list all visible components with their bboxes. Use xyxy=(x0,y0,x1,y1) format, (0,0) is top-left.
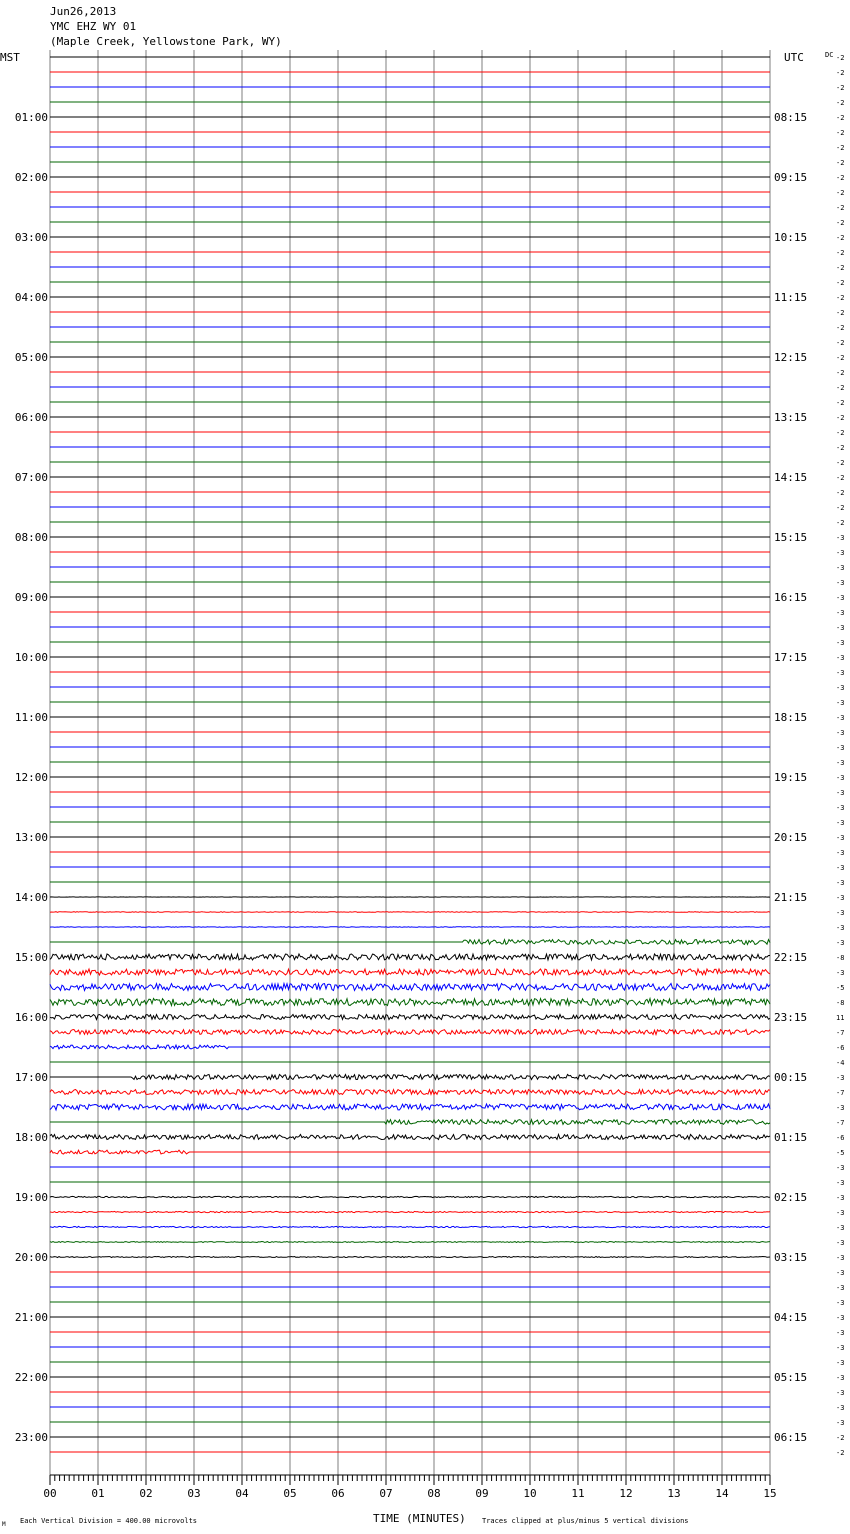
dc-offset-label: -6 xyxy=(836,1134,845,1142)
trace-row xyxy=(50,1090,770,1095)
dc-offset-label: -2 xyxy=(836,444,845,452)
right-hour-label: 13:15 xyxy=(774,411,808,424)
dc-offset-label: -8 xyxy=(836,954,845,962)
dc-offset-label: -2 xyxy=(836,459,845,467)
left-hour-label: 07:00 xyxy=(14,471,48,484)
right-hour-label: 15:15 xyxy=(774,531,808,544)
dc-offset-label: -3 xyxy=(836,714,845,722)
dc-offset-label: -2 xyxy=(836,324,845,332)
x-tick-label: 12 xyxy=(619,1487,633,1500)
right-hour-label: 03:15 xyxy=(774,1251,808,1264)
dc-offset-label: -3 xyxy=(836,939,845,947)
right-hour-label: 04:15 xyxy=(774,1311,808,1324)
dc-offset-label: -3 xyxy=(836,564,845,572)
dc-offset-label: -3 xyxy=(836,579,845,587)
dc-offset-label: -3 xyxy=(836,1194,845,1202)
right-hour-label: 14:15 xyxy=(774,471,808,484)
dc-offset-label: -3 xyxy=(836,1344,845,1352)
dc-offset-label: -2 xyxy=(836,189,845,197)
right-hour-label: 06:15 xyxy=(774,1431,808,1444)
dc-offset-label: -2 xyxy=(836,369,845,377)
left-hour-label: 18:00 xyxy=(14,1131,48,1144)
trace-row xyxy=(50,969,770,975)
dc-offset-label: -3 xyxy=(836,1179,845,1187)
left-hour-label: 10:00 xyxy=(14,651,48,664)
trace-row xyxy=(50,1104,770,1110)
dc-offset-label: -5 xyxy=(836,1149,845,1157)
right-hour-label: 18:15 xyxy=(774,711,808,724)
dc-offset-label: -3 xyxy=(836,1284,845,1292)
dc-offset-label: -2 xyxy=(836,504,845,512)
dc-offset-label: -2 xyxy=(836,279,845,287)
right-hour-label: 10:15 xyxy=(774,231,808,244)
dc-offset-label: -8 xyxy=(836,999,845,1007)
dc-offset-label: -2 xyxy=(836,204,845,212)
dc-offset-label: -3 xyxy=(836,1254,845,1262)
dc-offset-label: -6 xyxy=(836,1044,845,1052)
left-hour-label: 09:00 xyxy=(14,591,48,604)
dc-offset-label: -3 xyxy=(836,1329,845,1337)
left-hour-label: 19:00 xyxy=(14,1191,48,1204)
right-hour-label: 05:15 xyxy=(774,1371,808,1384)
left-hour-label: 17:00 xyxy=(14,1071,48,1084)
dc-offset-label: -4 xyxy=(836,1059,845,1067)
x-tick-label: 13 xyxy=(667,1487,681,1500)
left-hour-label: 23:00 xyxy=(14,1431,48,1444)
left-hour-label: 02:00 xyxy=(14,171,48,184)
x-tick-label: 14 xyxy=(715,1487,729,1500)
chart-date: Jun26,2013 xyxy=(50,5,117,18)
dc-offset-label: -3 xyxy=(836,669,845,677)
right-hour-label: 21:15 xyxy=(774,891,808,904)
dc-offset-label: -3 xyxy=(836,879,845,887)
trace-row xyxy=(50,1075,770,1080)
dc-offset-label: -2 xyxy=(836,249,845,257)
dc-offset-label: -2 xyxy=(836,129,845,137)
dc-offset-label: -2 xyxy=(836,399,845,407)
left-hour-label: 01:00 xyxy=(14,111,48,124)
dc-offset-label: -3 xyxy=(836,789,845,797)
x-tick-label: 15 xyxy=(763,1487,777,1500)
left-hour-label: 14:00 xyxy=(14,891,48,904)
dc-offset-label: -3 xyxy=(836,624,845,632)
trace-row xyxy=(50,1257,770,1258)
dc-offset-label: -3 xyxy=(836,744,845,752)
dc-offset-label: -3 xyxy=(836,1164,845,1172)
x-tick-label: 07 xyxy=(379,1487,393,1500)
dc-offset-label: -3 xyxy=(836,1239,845,1247)
dc-offset-label: -3 xyxy=(836,609,845,617)
dc-offset-label: -3 xyxy=(836,894,845,902)
trace-row xyxy=(50,984,770,991)
left-hour-label: 06:00 xyxy=(14,411,48,424)
right-hour-label: 22:15 xyxy=(774,951,808,964)
dc-offset-label: -3 xyxy=(836,774,845,782)
dc-offset-label: -5 xyxy=(836,984,845,992)
dc-offset-label: -3 xyxy=(836,1269,845,1277)
dc-offset-label: -3 xyxy=(836,909,845,917)
dc-offset-label: -3 xyxy=(836,1224,845,1232)
left-hour-label: 04:00 xyxy=(14,291,48,304)
dc-offset-label: -3 xyxy=(836,759,845,767)
dc-offset-label: -2 xyxy=(836,339,845,347)
right-hour-label: 08:15 xyxy=(774,111,808,124)
dc-offset-label: -3 xyxy=(836,684,845,692)
left-hour-label: 11:00 xyxy=(14,711,48,724)
dc-offset-label: -3 xyxy=(836,1404,845,1412)
trace-row xyxy=(50,1242,770,1243)
trace-row xyxy=(50,1045,770,1049)
trace-row xyxy=(50,1226,770,1227)
x-tick-label: 09 xyxy=(475,1487,489,1500)
dc-offset-label: -2 xyxy=(836,99,845,107)
dc-offset-label: -3 xyxy=(836,804,845,812)
dc-offset-label: -3 xyxy=(836,1209,845,1217)
trace-row xyxy=(50,1196,770,1197)
left-hour-label: 03:00 xyxy=(14,231,48,244)
dc-offset-label: -2 xyxy=(836,159,845,167)
left-timezone-label: MST xyxy=(0,51,20,64)
dc-offset-label: -3 xyxy=(836,969,845,977)
left-hour-label: 05:00 xyxy=(14,351,48,364)
dc-offset-label: -3 xyxy=(836,1074,845,1082)
dc-offset-label: -2 xyxy=(836,489,845,497)
dc-offset-label: -2 xyxy=(836,144,845,152)
dc-offset-label: -2 xyxy=(836,294,845,302)
right-timezone-label: UTC xyxy=(784,51,804,64)
x-tick-label: 11 xyxy=(571,1487,585,1500)
trace-row xyxy=(50,1015,770,1020)
trace-row xyxy=(50,1211,770,1212)
x-tick-label: 08 xyxy=(427,1487,441,1500)
dc-offset-label: -3 xyxy=(836,924,845,932)
right-hour-label: 23:15 xyxy=(774,1011,808,1024)
dc-offset-label: -3 xyxy=(836,849,845,857)
dc-offset-label: -3 xyxy=(836,594,845,602)
dc-offset-label: -2 xyxy=(836,174,845,182)
right-hour-label: 01:15 xyxy=(774,1131,808,1144)
left-hour-label: 08:00 xyxy=(14,531,48,544)
right-hour-label: 02:15 xyxy=(774,1191,808,1204)
dc-offset-label: 11 xyxy=(836,1014,845,1022)
left-hour-label: 15:00 xyxy=(14,951,48,964)
right-hour-label: 12:15 xyxy=(774,351,808,364)
right-hour-label: 00:15 xyxy=(774,1071,808,1084)
dc-offset-label: -3 xyxy=(836,729,845,737)
dc-offset-label: -3 xyxy=(836,549,845,557)
trace-row xyxy=(50,1135,770,1140)
dc-offset-label: -7 xyxy=(836,1089,845,1097)
dc-offset-label: -3 xyxy=(836,639,845,647)
time-gridlines xyxy=(50,50,770,1485)
trace-row xyxy=(50,1120,770,1125)
dc-offset-label: -3 xyxy=(836,1359,845,1367)
left-hour-label: 16:00 xyxy=(14,1011,48,1024)
left-hour-label: 13:00 xyxy=(14,831,48,844)
dc-offset-label: -2 xyxy=(836,309,845,317)
clip-note: Traces clipped at plus/minus 5 vertical divisions xyxy=(482,1517,689,1525)
dc-offset-label: -3 xyxy=(836,1389,845,1397)
trace-row xyxy=(50,1030,770,1035)
dc-offset-label: -2 xyxy=(836,354,845,362)
right-hour-label: 19:15 xyxy=(774,771,808,784)
station-code: YMC EHZ WY 01 xyxy=(50,20,137,33)
scale-note: Each Vertical Division = 400.00 microvolts xyxy=(20,1517,198,1525)
dc-offset-label: -2 xyxy=(836,234,845,242)
dc-offset-label: -3 xyxy=(836,1299,845,1307)
dc-offset-label: -3 xyxy=(836,654,845,662)
x-tick-label: 06 xyxy=(331,1487,345,1500)
dc-offset-label: -2 xyxy=(836,429,845,437)
right-hour-label: 17:15 xyxy=(774,651,808,664)
dc-offset-label: -3 xyxy=(836,834,845,842)
dc-offset-label: -3 xyxy=(836,864,845,872)
dc-offset-label: -2 xyxy=(836,219,845,227)
dc-offset-label: -3 xyxy=(836,1419,845,1427)
dc-offset-label: -2 xyxy=(836,1434,845,1442)
trace-row xyxy=(50,912,770,913)
dc-offset-label: -2 xyxy=(836,414,845,422)
x-tick-label: 02 xyxy=(139,1487,153,1500)
left-hour-label: 21:00 xyxy=(14,1311,48,1324)
right-hour-label: 11:15 xyxy=(774,291,808,304)
dc-offset-label: -2 xyxy=(836,69,845,77)
dc-offset-label: -2 xyxy=(836,114,845,122)
dc-offset-label: -3 xyxy=(836,534,845,542)
dc-offset-label: -7 xyxy=(836,1119,845,1127)
left-hour-label: 20:00 xyxy=(14,1251,48,1264)
left-hour-label: 22:00 xyxy=(14,1371,48,1384)
dc-label: DC xyxy=(825,51,834,59)
dc-offset-label: -3 xyxy=(836,1374,845,1382)
dc-offset-label: -2 xyxy=(836,84,845,92)
trace-row xyxy=(50,940,770,945)
trace-rows xyxy=(50,57,770,1452)
dc-offset-label: -3 xyxy=(836,1104,845,1112)
trace-row xyxy=(50,954,770,960)
dc-offset-label: -2 xyxy=(836,264,845,272)
x-axis-title: TIME (MINUTES) xyxy=(373,1512,466,1525)
dc-offset-label: -2 xyxy=(836,384,845,392)
trace-row xyxy=(50,999,770,1006)
dc-offset-label: -3 xyxy=(836,1314,845,1322)
right-hour-label: 09:15 xyxy=(774,171,808,184)
right-hour-label: 20:15 xyxy=(774,831,808,844)
x-tick-label: 03 xyxy=(187,1487,201,1500)
dc-offset-label: -2 xyxy=(836,519,845,527)
dc-offset-label: -3 xyxy=(836,819,845,827)
x-tick-label: 00 xyxy=(43,1487,57,1500)
dc-offset-label: -3 xyxy=(836,699,845,707)
dc-offset-label: -7 xyxy=(836,1029,845,1037)
x-tick-label: 10 xyxy=(523,1487,537,1500)
dc-offset-label: -2 xyxy=(836,1449,845,1457)
corner-mark: M xyxy=(2,1521,6,1528)
right-hour-label: 16:15 xyxy=(774,591,808,604)
x-tick-label: 04 xyxy=(235,1487,249,1500)
x-tick-label: 05 xyxy=(283,1487,297,1500)
trace-row xyxy=(50,1150,770,1154)
left-hour-label: 12:00 xyxy=(14,771,48,784)
dc-offset-label: -2 xyxy=(836,54,845,62)
dc-offset-label: -2 xyxy=(836,474,845,482)
x-tick-label: 01 xyxy=(91,1487,105,1500)
station-location: (Maple Creek, Yellowstone Park, WY) xyxy=(50,35,282,48)
